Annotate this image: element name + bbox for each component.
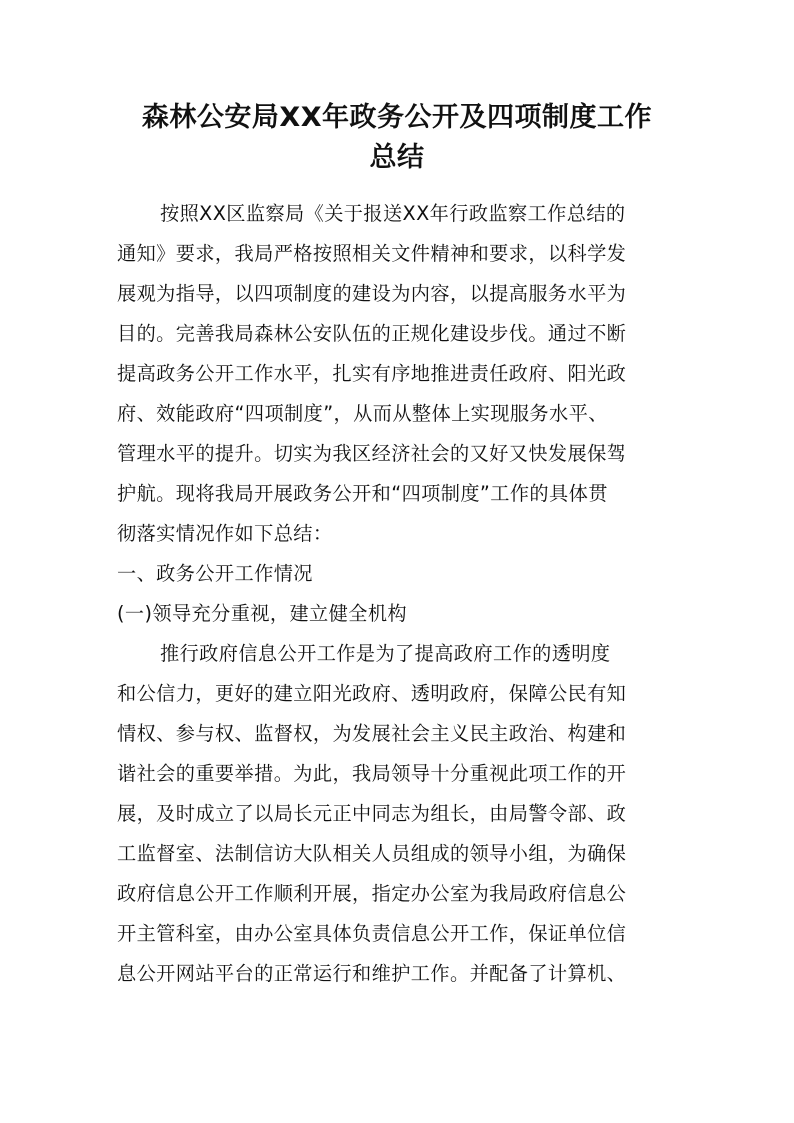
paragraph-line: 展观为指导，以四项制度的建设为内容，以提高服务水平为 xyxy=(117,282,627,305)
paragraph-line: 推行政府信息公开工作是为了提高政府工作的透明度 xyxy=(160,642,611,665)
paragraph-line: 提高政务公开工作水平，扎实有序地推进责任政府、阳光政 xyxy=(117,362,627,385)
paragraph-line: 彻落实情况作如下总结： xyxy=(117,522,333,545)
paragraph-line: 息公开网站平台的正常运行和维护工作。并配备了计算机、 xyxy=(117,962,627,985)
paragraph-line: 开主管科室，由办公室具体负责信息公开工作，保证单位信 xyxy=(117,922,627,945)
paragraph-line: 按照XX区监察局《关于报送XX年行政监察工作总结的 xyxy=(160,202,626,225)
document-title-line-1: 森林公安局XX年政务公开及四项制度工作 xyxy=(141,102,653,133)
paragraph-line: 谐社会的重要举措。为此，我局领导十分重视此项工作的开 xyxy=(117,762,627,785)
paragraph-line: 情权、参与权、监督权，为发展社会主义民主政治、构建和 xyxy=(117,722,627,745)
paragraph-line: 和公信力，更好的建立阳光政府、透明政府，保障公民有知 xyxy=(117,682,627,705)
paragraph-line: 护航。现将我局开展政务公开和“四项制度”工作的具体贯 xyxy=(117,482,608,505)
paragraph-line: 管理水平的提升。切实为我区经济社会的又好又快发展保驾 xyxy=(117,442,627,465)
subsection-heading: (一)领导充分重视，建立健全机构 xyxy=(117,602,407,625)
paragraph-line: 府、效能政府“四项制度”，从而从整体上实现服务水平、 xyxy=(117,402,608,425)
document-title-line-2: 总结 xyxy=(369,142,425,173)
paragraph-line: 目的。完善我局森林公安队伍的正规化建设步伐。通过不断 xyxy=(117,322,627,345)
paragraph-line: 展，及时成立了以局长元正中同志为组长，由局警令部、政 xyxy=(117,802,627,825)
paragraph-line: 政府信息公开工作顺利开展，指定办公室为我局政府信息公 xyxy=(117,882,627,905)
paragraph-line: 工监督室、法制信访大队相关人员组成的领导小组，为确保 xyxy=(117,842,627,865)
paragraph-line: 通知》要求，我局严格按照相关文件精神和要求，以科学发 xyxy=(117,242,627,265)
section-heading: 一、政务公开工作情况 xyxy=(117,562,313,585)
